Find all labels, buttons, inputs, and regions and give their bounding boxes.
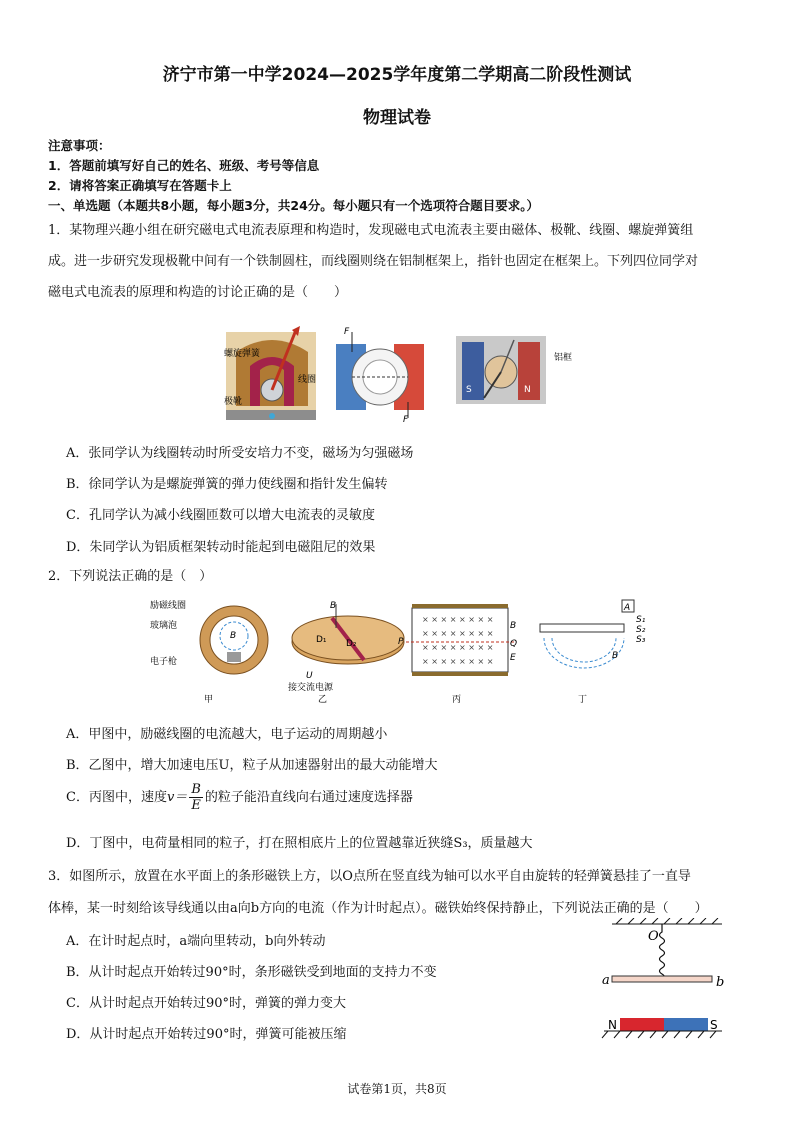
- question-3-line-2: 体棒，某一时刻给该导线通以由a向b方向的电流（作为计时起点）。磁铁始终保持静止，下列说法正确的是（ ）: [48, 901, 708, 916]
- svg-text:× × × × × × × ×: × × × × × × × ×: [422, 629, 494, 638]
- figure-ding: [540, 600, 646, 705]
- svg-text:× × × × × × × ×: × × × × × × × ×: [422, 615, 494, 624]
- q3-option-d[interactable]: D．从计时起点开始转过90°时，弹簧可能被压缩: [66, 1027, 347, 1042]
- question-2-figure: [140, 598, 660, 708]
- label-d2: D₂: [346, 639, 357, 649]
- label-ding: 丁: [578, 695, 588, 705]
- q3-option-a[interactable]: A．在计时起点时，a端向里转动，b向外转动: [66, 934, 326, 949]
- q3-option-b[interactable]: B．从计时起点开始转过90°时，条形磁铁受到地面的支持力不变: [66, 965, 437, 980]
- question-1-line-3: 磁电式电流表的原理和构造的讨论正确的是（ ）: [48, 285, 348, 300]
- q3-option-c[interactable]: C．从计时起点开始转过90°时，弹簧的弹力变大: [66, 996, 346, 1011]
- q2-option-c[interactable]: [66, 782, 413, 813]
- q1-option-b[interactable]: B．徐同学认为是螺旋弹簧的弹力使线圈和指针发生偏转: [66, 477, 388, 492]
- label-s2: S₂: [636, 625, 646, 635]
- fraction-denominator: E: [191, 798, 201, 813]
- label-field-b-jia: B: [230, 631, 237, 641]
- question-1-line-2: 成。进一步研究发现极靴中间有一个铁制圆柱，而线圈则绕在铝制框架上，指针也固定在框架上。下列四位同学对: [48, 254, 699, 269]
- label-q: Q: [510, 639, 518, 649]
- question-3-figure: [596, 918, 728, 1042]
- section-heading: 一、单选题（本题共8小题，每小题3分，共24分。每小题只有一个选项符合题目要求。）: [48, 198, 540, 213]
- galvanometer-photo: [224, 326, 316, 420]
- q1-option-c[interactable]: C．孔同学认为减小线圈匝数可以增大电流表的灵敏度: [66, 508, 375, 523]
- label-point-o: O: [648, 929, 659, 944]
- question-1-figure: [222, 322, 572, 424]
- figure-yi: [288, 601, 404, 705]
- figure-jia: [150, 599, 268, 705]
- label-field-e: E: [510, 653, 516, 663]
- label-end-b: b: [716, 975, 725, 990]
- q2-option-c-fraction: [189, 782, 203, 813]
- exam-subtitle: 物理试卷: [363, 108, 431, 128]
- q1-option-a[interactable]: A．张同学认为线圈转动时所受安培力不变，磁场为匀强磁场: [66, 446, 414, 461]
- q1-option-d[interactable]: D．朱同学认为铝质框架转动时能起到电磁阻尼的效果: [66, 540, 376, 555]
- label-coil: 线圈: [298, 375, 317, 385]
- note-item-2: 2．请将答案正确填写在答题卡上: [48, 178, 232, 193]
- label-aluminum-frame: 铝框: [554, 353, 572, 363]
- q2-option-d[interactable]: D．丁图中，电荷量相同的粒子，打在照相底片上的位置越靠近狭缝S₃，质量越大: [66, 836, 533, 851]
- q2-option-a[interactable]: A．甲图中，励磁线圈的电流越大，电子运动的周期越小: [66, 727, 388, 742]
- label-field-b-bing: B: [510, 621, 517, 631]
- label-s1: S₁: [636, 615, 646, 625]
- label-magnet-north: N: [608, 1018, 617, 1032]
- label-field-b-ding: B: [612, 651, 619, 661]
- label-field-b-yi: B: [330, 601, 337, 611]
- question-2-stem: 2．下列说法正确的是（ ）: [48, 569, 213, 584]
- q2-option-c-suffix: 的粒子能沿直线向右通过速度选择器: [204, 790, 413, 805]
- question-3-line-1: 3．如图所示，放置在水平面上的条形磁铁上方，以O点所在竖直线为轴可以水平自由旋转的轻弹簧悬挂了一直导: [48, 869, 691, 884]
- svg-text:× × × × × × × ×: × × × × × × × ×: [422, 643, 494, 652]
- label-excitation-coil: 励磁线圈: [150, 601, 187, 611]
- q2-option-c-variable: v＝: [166, 790, 188, 805]
- label-electron-gun: 电子枪: [150, 657, 178, 667]
- label-ac-source: 接交流电源: [288, 683, 334, 693]
- q2-option-b[interactable]: B．乙图中，增大加速电压U，粒子从加速器射出的最大动能增大: [66, 758, 438, 773]
- page-footer: 试卷第1页，共8页: [347, 1082, 447, 1096]
- label-voltage-u: U: [306, 671, 313, 681]
- label-south-pole: S: [466, 385, 472, 395]
- label-pole-boot: 极靴: [224, 397, 243, 407]
- label-force-top: F: [344, 327, 350, 337]
- label-s3: S₃: [636, 635, 646, 645]
- label-yi: 乙: [318, 695, 328, 705]
- aluminum-frame-photo: [456, 336, 572, 404]
- exam-title: 济宁市第一中学2024—2025学年度第二学期高二阶段性测试: [162, 65, 632, 85]
- radial-field-diagram: [336, 327, 424, 424]
- label-end-a: a: [602, 973, 610, 988]
- label-d1: D₁: [316, 635, 327, 645]
- label-magnet-south: S: [710, 1018, 718, 1032]
- label-source-a: A: [624, 603, 631, 613]
- label-north-pole: N: [524, 385, 531, 395]
- label-bing: 丙: [452, 695, 462, 705]
- label-jia: 甲: [204, 695, 214, 705]
- notes-heading: 注意事项：: [48, 138, 111, 153]
- q2-option-c-prefix: C．丙图中，速度: [66, 790, 167, 805]
- label-p: P: [398, 637, 404, 647]
- label-glass-bulb: 玻璃泡: [150, 621, 178, 631]
- label-force-bottom: F: [403, 415, 409, 424]
- figure-bing: [398, 604, 517, 705]
- svg-text:× × × × × × × ×: × × × × × × × ×: [422, 657, 494, 666]
- question-1-line-1: 1．某物理兴趣小组在研究磁电式电流表原理和构造时，发现磁电式电流表主要由磁体、极靴、线圈、螺旋弹簧组: [48, 223, 694, 238]
- label-spring: 螺旋弹簧: [224, 349, 261, 359]
- fraction-numerator: B: [191, 782, 201, 797]
- note-item-1: 1．答题前填写好自己的姓名、班级、考号等信息: [48, 158, 320, 173]
